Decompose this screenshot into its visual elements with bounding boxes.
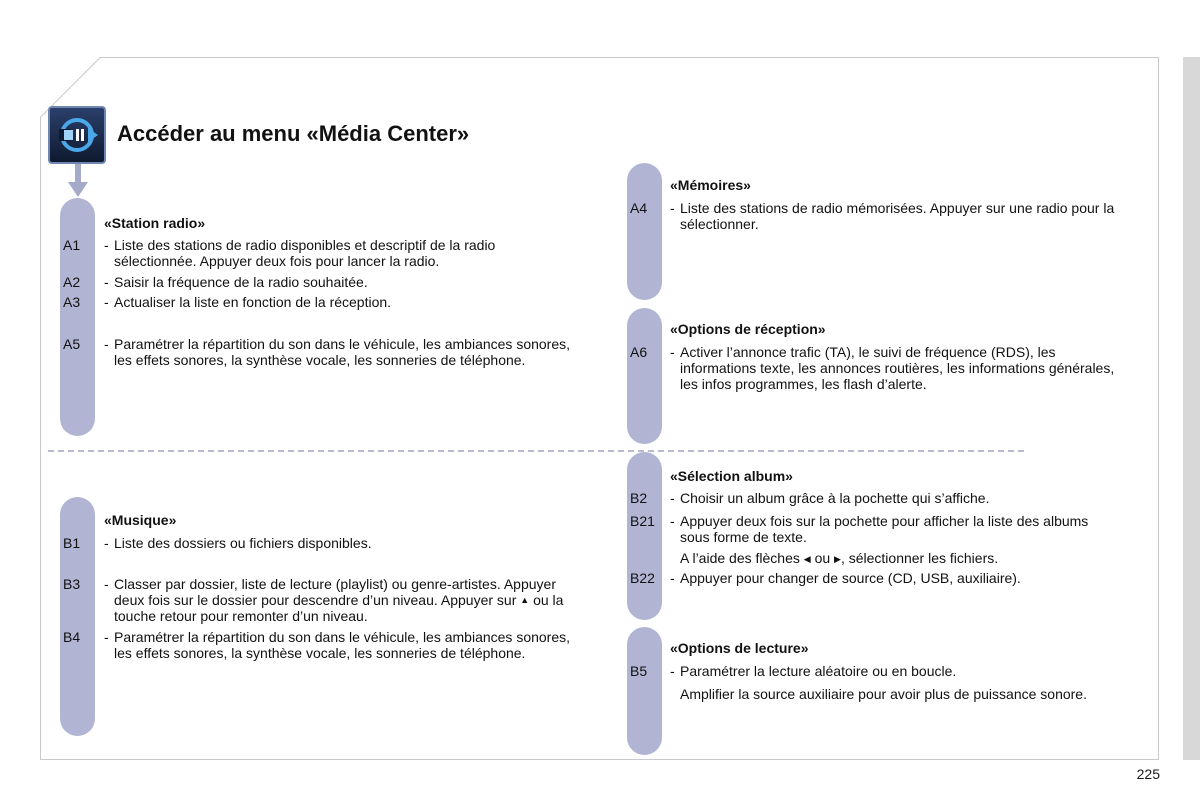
code-b2: B2 xyxy=(630,490,648,506)
page-title: Accéder au menu «Média Center» xyxy=(117,121,470,146)
heading-reception: «Options de réception» xyxy=(670,321,826,337)
lecture-extra-text: Amplifier la source auxiliaire pour avoir plus de puissance sonore. xyxy=(680,686,1087,702)
item-b3-text-up-b: ou la touche retour pour remonter d’un niveau. xyxy=(114,592,564,624)
item-b1-text: Liste des dossiers ou fichiers disponibles. xyxy=(114,535,372,551)
item-a2-text: Saisir la fréquence de la radio souhaitée. xyxy=(114,274,368,290)
media-play-pause-icon xyxy=(48,106,106,164)
pill-station-radio xyxy=(60,198,95,436)
album-arrows-text-b: ou xyxy=(814,550,831,566)
code-a3: A3 xyxy=(63,294,81,310)
code-b3: B3 xyxy=(63,576,81,592)
pill-musique xyxy=(60,497,95,736)
item-b22: - Appuyer pour changer de source (CD, USB, auxiliaire). xyxy=(670,570,1135,586)
album-arrows-text-c: , sélectionner les fichiers. xyxy=(840,550,999,566)
item-b1: - Liste des dossiers ou fichiers disponibles. xyxy=(104,535,584,551)
item-b3-text-up-a: Appuyer sur xyxy=(440,592,517,608)
item-b3-text: Classer par dossier, liste de lecture (playlist) ou genre-artistes. Appuyer deux fois sur le dossier pour descendre d’un niveau. xyxy=(114,576,556,608)
arrow-up-icon: ▲ xyxy=(520,595,530,605)
code-a6: A6 xyxy=(630,344,648,360)
code-b1: B1 xyxy=(63,535,81,551)
item-a3-text: Actualiser la liste en fonction de la réception. xyxy=(114,294,392,310)
item-a5: - Paramétrer la répartition du son dans le véhicule, les ambiances sonores, les effets sonores, la synthèse vocale, les sonneries de téléphone. xyxy=(104,336,584,368)
code-b5: B5 xyxy=(630,663,648,679)
code-b4: B4 xyxy=(63,629,81,645)
page-edge-tab xyxy=(1183,57,1200,760)
item-b2-text: Choisir un album grâce à la pochette qui s’affiche. xyxy=(680,490,990,506)
heading-memoires: «Mémoires» xyxy=(670,177,751,193)
arrow-right-icon: ▶ xyxy=(834,554,841,564)
pill-album xyxy=(627,452,662,620)
item-a1-text: Liste des stations de radio disponibles et descriptif de la radio sélectionnée. Appuyer deux fois pour lancer la radio. xyxy=(114,237,496,269)
item-a4: - Liste des stations de radio mémorisées. Appuyer sur une radio pour la sélectionner. xyxy=(670,200,1135,232)
item-a1: - Liste des stations de radio disponibles et descriptif de la radio sélectionnée. Appuyer deux fois pour lancer la radio. xyxy=(104,237,564,269)
item-b22-text: Appuyer pour changer de source (CD, USB, auxiliaire). xyxy=(680,570,1021,586)
page-number: 225 xyxy=(1136,766,1160,782)
heading-lecture: «Options de lecture» xyxy=(670,640,809,656)
section-divider xyxy=(48,450,1024,452)
code-a2: A2 xyxy=(63,274,81,290)
item-b3: - Classer par dossier, liste de lecture (playlist) ou genre-artistes. Appuyer deux fois sur le dossier pour descendre d’un niveau. Appuyer sur ▲ ou la touche retour pour remonter d’un niveau. xyxy=(104,576,564,624)
pill-lecture xyxy=(627,627,662,755)
item-b21-text: Appuyer deux fois sur la pochette pour afficher la liste des albums sous forme de texte. xyxy=(680,513,1089,545)
heading-musique: «Musique» xyxy=(104,512,177,528)
arrow-left-icon: ◀ xyxy=(803,554,811,564)
code-b21: B21 xyxy=(630,513,655,529)
item-a6: - Activer l’annonce trafic (TA), le suivi de fréquence (RDS), les informations texte, les annonces routières, les informations générales, les infos programmes, les flash d’alerte. xyxy=(670,344,1120,392)
pill-memoires xyxy=(627,163,662,300)
item-b5: - Paramétrer la lecture aléatoire ou en boucle. xyxy=(670,663,1135,679)
item-a2: - Saisir la fréquence de la radio souhaitée. xyxy=(104,274,584,290)
item-b5-text: Paramétrer la lecture aléatoire ou en boucle. xyxy=(680,663,957,679)
item-a3: - Actualiser la liste en fonction de la réception. xyxy=(104,294,584,310)
code-b22: B22 xyxy=(630,570,655,586)
heading-station-radio: «Station radio» xyxy=(104,215,206,231)
item-a4-text: Liste des stations de radio mémorisées. Appuyer sur une radio pour la sélectionner. xyxy=(680,200,1115,232)
heading-album: «Sélection album» xyxy=(670,468,793,484)
item-b4: - Paramétrer la répartition du son dans le véhicule, les ambiances sonores, les effets sonores, la synthèse vocale, les sonneries de téléphone. xyxy=(104,629,584,661)
item-b2: - Choisir un album grâce à la pochette qui s’affiche. xyxy=(670,490,1135,506)
item-b21: - Appuyer deux fois sur la pochette pour afficher la liste des albums sous forme de texte. xyxy=(670,513,1110,545)
pill-reception xyxy=(627,308,662,444)
item-a5-text: Paramétrer la répartition du son dans le véhicule, les ambiances sonores, les effets sonores, la synthèse vocale, les sonneries de téléphone. xyxy=(114,336,571,368)
album-arrows-line xyxy=(680,550,1130,567)
item-a6-text: Activer l’annonce trafic (TA), le suivi de fréquence (RDS), les informations texte, les annonces routières, les informations générales, les infos programmes, les flash d’alerte. xyxy=(680,344,1115,392)
arrow-down-icon xyxy=(68,164,88,198)
album-arrows-text-a: A l’aide des flèches xyxy=(680,550,800,566)
code-a4: A4 xyxy=(630,200,648,216)
item-b4-text: Paramétrer la répartition du son dans le véhicule, les ambiances sonores, les effets sonores, la synthèse vocale, les sonneries de téléphone. xyxy=(114,629,571,661)
code-a1: A1 xyxy=(63,237,81,253)
code-a5: A5 xyxy=(63,336,81,352)
